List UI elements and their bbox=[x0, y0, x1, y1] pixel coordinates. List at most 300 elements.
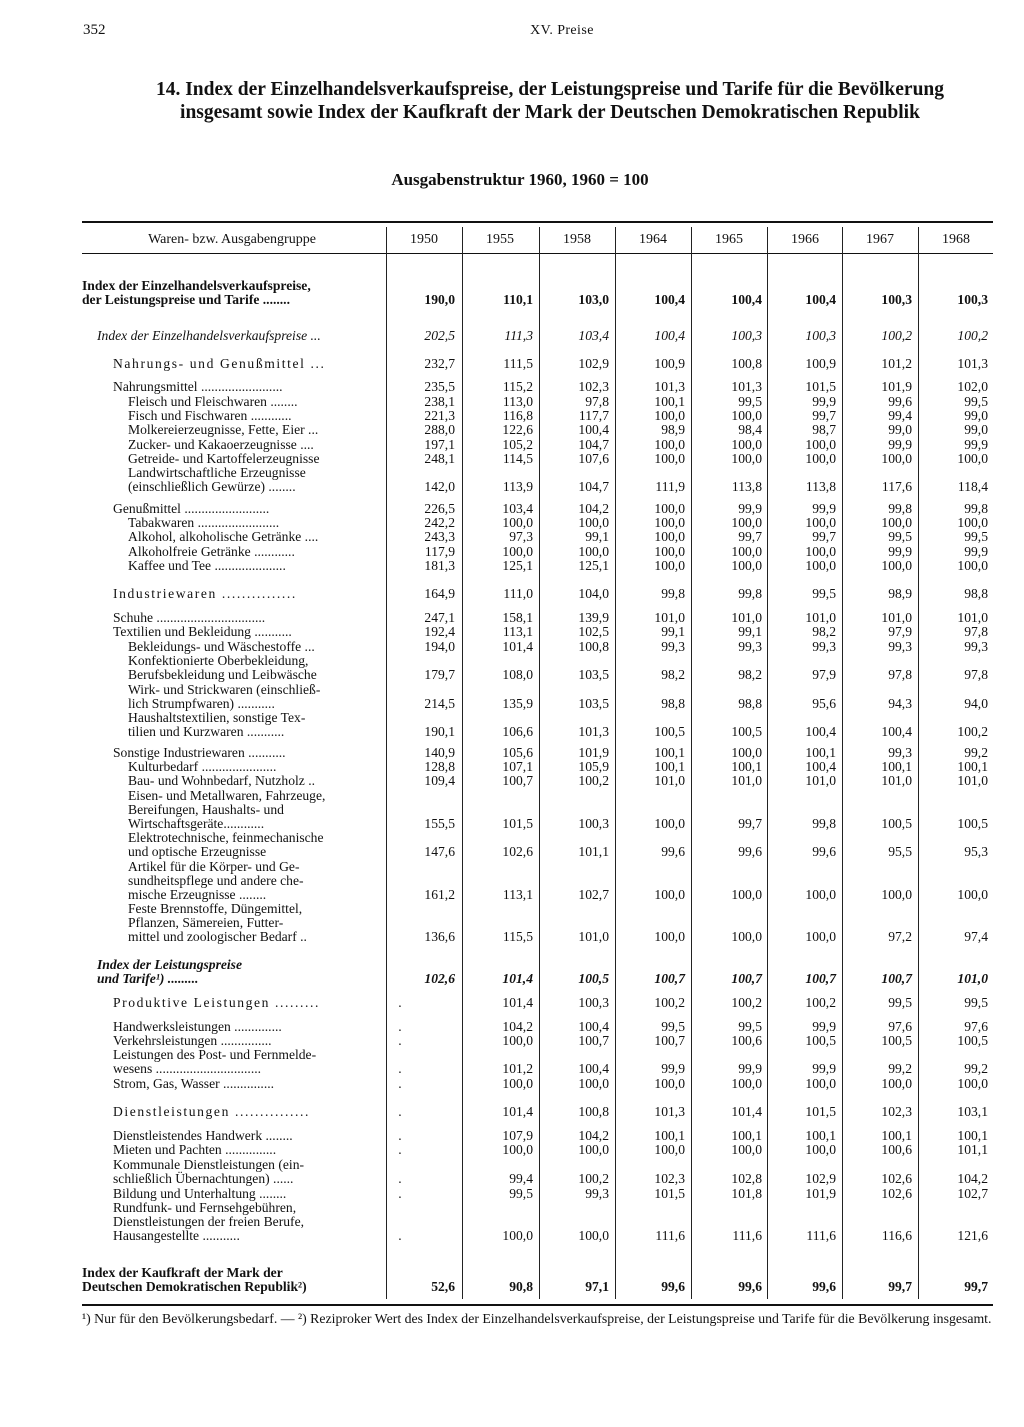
row-label-line: Verkehrsleistungen ............... bbox=[113, 1033, 272, 1048]
row-label bbox=[128, 438, 314, 452]
table-cell: 100,0 bbox=[654, 1076, 685, 1091]
row-label-line: Textilien und Bekleidung ........... bbox=[113, 624, 292, 639]
table-cell: 98,2 bbox=[738, 667, 762, 682]
header-label: Waren- bzw. Ausgabengruppe bbox=[148, 232, 316, 247]
table-cell: 100,0 bbox=[805, 437, 836, 452]
table-cell: 95,5 bbox=[888, 844, 912, 859]
table-cell: 100,3 bbox=[805, 328, 836, 343]
table-cell: 247,1 bbox=[424, 610, 455, 625]
table-cell: 94,3 bbox=[888, 696, 912, 711]
table-cell: 100,3 bbox=[578, 816, 609, 831]
table-cell: 194,0 bbox=[424, 639, 455, 654]
row-label-line: Kaffee und Tee ..................... bbox=[128, 558, 286, 573]
row-label-line: Nahrungs- und Genußmittel ... bbox=[113, 356, 326, 371]
table-cell: 103,5 bbox=[578, 696, 609, 711]
table-cell: 100,0 bbox=[731, 515, 762, 530]
table-cell: 161,2 bbox=[424, 887, 455, 902]
table-cell: 100,0 bbox=[654, 887, 685, 902]
row-label bbox=[128, 409, 292, 423]
table-cell: 101,0 bbox=[805, 610, 836, 625]
table-cell: 100,0 bbox=[805, 451, 836, 466]
table-cell: 100,4 bbox=[578, 1019, 609, 1034]
table-cell: 99,9 bbox=[812, 1061, 836, 1076]
table-cell: 100,0 bbox=[731, 887, 762, 902]
row-label bbox=[113, 357, 326, 371]
table-cell: 100,0 bbox=[881, 558, 912, 573]
table-cell: 104,2 bbox=[578, 501, 609, 516]
table-cell: 100,0 bbox=[578, 1228, 609, 1243]
table-cell: 101,0 bbox=[881, 610, 912, 625]
table-cell: 100,0 bbox=[502, 1076, 533, 1091]
table-cell: 101,0 bbox=[731, 773, 762, 788]
row-label-line: (einschließlich Gewürze) ........ bbox=[128, 479, 296, 494]
table-cell: 122,6 bbox=[502, 422, 533, 437]
table-cell: 99,5 bbox=[661, 1019, 685, 1034]
table-cell: 101,4 bbox=[502, 971, 533, 986]
row-label-line: Produktive Leistungen ......... bbox=[113, 995, 321, 1010]
row-label bbox=[128, 789, 325, 831]
table-cell: 101,9 bbox=[881, 379, 912, 394]
table-cell: 100,0 bbox=[731, 1142, 762, 1157]
row-label bbox=[82, 1266, 307, 1294]
table-cell: 100,1 bbox=[805, 1128, 836, 1143]
row-label-line: Wirtschaftsgeräte............ bbox=[128, 816, 265, 831]
table-cell: 100,2 bbox=[578, 773, 609, 788]
table-cell: 101,4 bbox=[731, 1104, 762, 1119]
table-cell: 99,3 bbox=[585, 1186, 609, 1201]
table-cell: 115,5 bbox=[502, 929, 533, 944]
table-cell: 97,8 bbox=[964, 624, 988, 639]
row-label-line: mittel und zoologischer Bedarf .. bbox=[128, 929, 307, 944]
table-cell: 107,6 bbox=[578, 451, 609, 466]
table-cell: 99,5 bbox=[888, 529, 912, 544]
table-cell: 100,0 bbox=[502, 1033, 533, 1048]
table-cell: 100,5 bbox=[731, 724, 762, 739]
table-cell: 113,1 bbox=[502, 624, 533, 639]
table-cell: 101,5 bbox=[502, 816, 533, 831]
table-cell: 100,4 bbox=[654, 292, 685, 307]
table-cell: 99,6 bbox=[812, 844, 836, 859]
row-label-line: wesens ............................... bbox=[113, 1061, 262, 1076]
table-cell: 104,7 bbox=[578, 479, 609, 494]
table-cell: 90,8 bbox=[509, 1279, 533, 1294]
page-number: 352 bbox=[83, 22, 106, 38]
table-cell: 102,6 bbox=[502, 844, 533, 859]
row-label bbox=[113, 996, 320, 1010]
table-cell: 102,9 bbox=[578, 356, 609, 371]
table-cell: 100,0 bbox=[578, 544, 609, 559]
table-cell: 101,0 bbox=[957, 971, 988, 986]
row-label bbox=[128, 530, 318, 544]
table-cell: 100,1 bbox=[731, 1128, 762, 1143]
table-cell: 99,3 bbox=[661, 639, 685, 654]
column-header-year: 1964 bbox=[639, 232, 667, 247]
row-label-line: Index der Kaufkraft der Mark der bbox=[82, 1265, 283, 1280]
row-label-line: Molkereierzeugnisse, Fette, Eier ... bbox=[128, 422, 319, 437]
table-cell: 111,5 bbox=[503, 356, 533, 371]
table-cell: 98,8 bbox=[738, 696, 762, 711]
row-label-line: Berufsbekleidung und Leibwäsche bbox=[128, 667, 317, 682]
row-label-line: der Leistungspreise und Tarife ........ bbox=[82, 292, 290, 307]
table-cell: 107,9 bbox=[502, 1128, 533, 1143]
table-cell: . bbox=[398, 1128, 402, 1143]
table-cell: 103,4 bbox=[502, 501, 533, 516]
table-cell: 100,5 bbox=[654, 724, 685, 739]
table-cell: 100,8 bbox=[578, 1104, 609, 1119]
row-label bbox=[113, 1143, 276, 1157]
row-label-line: Dienstleistungen der freien Berufe, bbox=[113, 1214, 304, 1229]
table-cell: 98,4 bbox=[738, 422, 762, 437]
table-cell: 110,1 bbox=[503, 292, 533, 307]
table-cell: 97,9 bbox=[812, 667, 836, 682]
table-cell: 190,1 bbox=[424, 724, 455, 739]
table-cell: 100,2 bbox=[957, 328, 988, 343]
table-cell: 121,6 bbox=[957, 1228, 988, 1243]
table-cell: 100,5 bbox=[805, 1033, 836, 1048]
column-header-year: 1965 bbox=[715, 232, 743, 247]
row-label-line: Schuhe ................................ bbox=[113, 610, 266, 625]
table-cell: 100,0 bbox=[654, 437, 685, 452]
row-label bbox=[128, 683, 320, 711]
table-cell: 100,5 bbox=[881, 1033, 912, 1048]
footnote: ¹) Nur für den Bevölkerungsbedarf. — ²) Reziproker Wert des Index der Einzelhandelsverkaufspreise, der Leistungspreise und Tarife für die Bevölkerung insgesamt. bbox=[82, 1311, 992, 1326]
table-cell: 97,8 bbox=[964, 667, 988, 682]
table-cell: 100,2 bbox=[654, 995, 685, 1010]
table-cell: 99,5 bbox=[964, 394, 988, 409]
row-label-line: mische Erzeugnisse ........ bbox=[128, 887, 267, 902]
table-cell: 181,3 bbox=[424, 558, 455, 573]
table-cell: 101,0 bbox=[805, 773, 836, 788]
table-cell: 102,3 bbox=[881, 1104, 912, 1119]
table-cell: 98,2 bbox=[812, 624, 836, 639]
row-label-line: Bau- und Wohnbedarf, Nutzholz .. bbox=[128, 773, 316, 788]
table-cell: . bbox=[398, 1142, 402, 1157]
table-cell: 98,8 bbox=[661, 696, 685, 711]
table-cell: 100,0 bbox=[805, 1142, 836, 1157]
row-label-line: Kommunale Dienstleistungen (ein- bbox=[113, 1157, 305, 1172]
table-cell: 99,4 bbox=[509, 1171, 533, 1186]
table-cell: 100,0 bbox=[578, 1076, 609, 1091]
table-cell: 100,4 bbox=[578, 1061, 609, 1076]
row-label-line: Strom, Gas, Wasser ............... bbox=[113, 1076, 275, 1091]
table-cell: 52,6 bbox=[431, 1279, 455, 1294]
table-cell: 106,6 bbox=[502, 724, 533, 739]
row-label-line: und Tarife¹) ......... bbox=[97, 971, 199, 986]
table-cell: 101,3 bbox=[654, 1104, 685, 1119]
table-cell: 105,6 bbox=[502, 745, 533, 760]
table-cell: 100,0 bbox=[957, 1076, 988, 1091]
table-cell: 100,1 bbox=[654, 745, 685, 760]
table-title: 14. Index der Einzelhandelsverkaufspreise, der Leistungspreise und Tarife für die Bevölkerung insgesamt sowie Index der Kaufkraft der Mark der Deutschen Demokratischen Republik bbox=[155, 79, 945, 123]
header-rule bbox=[82, 253, 993, 254]
row-label-line: Bereifungen, Haushalts- und bbox=[128, 802, 284, 817]
table-cell: 99,6 bbox=[812, 1279, 836, 1294]
table-cell: 135,9 bbox=[502, 696, 533, 711]
row-label-line: Leistungen des Post- und Fernmelde- bbox=[113, 1047, 317, 1062]
row-label-line: Eisen- und Metallwaren, Fahrzeuge, bbox=[128, 788, 326, 803]
table-cell: 232,7 bbox=[424, 356, 455, 371]
table-cell: . bbox=[398, 1104, 402, 1119]
table-cell: 98,8 bbox=[964, 586, 988, 601]
table-cell: 100,0 bbox=[654, 558, 685, 573]
row-label-line: und optische Erzeugnisse bbox=[128, 844, 267, 859]
table-cell: 100,0 bbox=[731, 1076, 762, 1091]
table-cell: 118,4 bbox=[957, 479, 988, 494]
table-cell: 98,2 bbox=[661, 667, 685, 682]
table-cell: 142,0 bbox=[424, 479, 455, 494]
row-label bbox=[128, 545, 295, 559]
table-cell: 100,0 bbox=[881, 1076, 912, 1091]
row-label bbox=[128, 760, 276, 774]
table-cell: 99,8 bbox=[661, 586, 685, 601]
row-label-line: Getreide- und Kartoffelerzeugnisse bbox=[128, 451, 320, 466]
row-label bbox=[128, 466, 306, 494]
table-cell: 100,0 bbox=[805, 544, 836, 559]
table-cell: 99,1 bbox=[738, 624, 762, 639]
table-cell: 104,2 bbox=[578, 1128, 609, 1143]
table-cell: 202,5 bbox=[424, 328, 455, 343]
table-cell: . bbox=[398, 1033, 402, 1048]
row-label-line: Wirk- und Strickwaren (einschließ- bbox=[128, 682, 321, 697]
table-cell: 99,7 bbox=[964, 1279, 988, 1294]
row-label-line: Tabakwaren ........................ bbox=[128, 515, 280, 530]
table-cell: 117,7 bbox=[578, 408, 609, 423]
table-cell: 101,4 bbox=[502, 1104, 533, 1119]
table-cell: 100,0 bbox=[502, 1228, 533, 1243]
row-label bbox=[128, 860, 304, 902]
table-cell: 104,0 bbox=[578, 586, 609, 601]
table-cell: 136,6 bbox=[424, 929, 455, 944]
table-cell: 101,5 bbox=[805, 379, 836, 394]
row-label bbox=[113, 1020, 282, 1034]
table-cell: 97,6 bbox=[888, 1019, 912, 1034]
table-cell: 99,6 bbox=[661, 844, 685, 859]
table-cell: 111,3 bbox=[504, 328, 533, 343]
table-cell: 242,2 bbox=[424, 515, 455, 530]
table-cell: 116,8 bbox=[502, 408, 533, 423]
table-cell: 101,2 bbox=[881, 356, 912, 371]
row-label bbox=[128, 559, 286, 573]
table-cell: 111,6 bbox=[806, 1228, 836, 1243]
row-label-line: Pflanzen, Sämereien, Futter- bbox=[128, 915, 284, 930]
table-cell: 95,6 bbox=[812, 696, 836, 711]
table-cell: 103,0 bbox=[578, 292, 609, 307]
table-cell: 94,0 bbox=[964, 696, 988, 711]
table-cell: 99,9 bbox=[661, 1061, 685, 1076]
table-cell: 100,4 bbox=[805, 759, 836, 774]
table-cell: 100,7 bbox=[502, 773, 533, 788]
table-cell: 100,1 bbox=[957, 759, 988, 774]
table-cell: 139,9 bbox=[578, 610, 609, 625]
table-cell: 105,9 bbox=[578, 759, 609, 774]
row-label-line: Sonstige Industriewaren ........... bbox=[113, 745, 286, 760]
table-cell: 100,2 bbox=[805, 995, 836, 1010]
table-cell: 100,0 bbox=[578, 515, 609, 530]
column-header-year: 1966 bbox=[791, 232, 819, 247]
running-head: XV. Preise bbox=[530, 23, 594, 38]
table-cell: 99,5 bbox=[738, 394, 762, 409]
table-cell: 99,5 bbox=[738, 1019, 762, 1034]
table-cell: 100,2 bbox=[881, 328, 912, 343]
row-label bbox=[113, 1129, 293, 1143]
table-cell: 100,5 bbox=[957, 1033, 988, 1048]
table-cell: 100,0 bbox=[654, 929, 685, 944]
table-cell: 99,2 bbox=[888, 1061, 912, 1076]
table-cell: 99,6 bbox=[738, 1279, 762, 1294]
table-cell: 128,8 bbox=[424, 759, 455, 774]
table-cell: 100,4 bbox=[805, 292, 836, 307]
row-label bbox=[128, 774, 315, 788]
table-cell: 100,8 bbox=[578, 639, 609, 654]
table-cell: 101,9 bbox=[805, 1186, 836, 1201]
table-cell: 99,9 bbox=[738, 501, 762, 516]
table-cell: 179,7 bbox=[424, 667, 455, 682]
table-cell: . bbox=[398, 995, 402, 1010]
table-cell: 99,5 bbox=[509, 1186, 533, 1201]
table-cell: 100,0 bbox=[731, 558, 762, 573]
table-cell: 103,4 bbox=[578, 328, 609, 343]
table-cell: 102,9 bbox=[805, 1171, 836, 1186]
table-cell: . bbox=[398, 1061, 402, 1076]
table-cell: 111,6 bbox=[655, 1228, 685, 1243]
table-cell: 100,0 bbox=[805, 515, 836, 530]
row-label-line: Haushaltstextilien, sonstige Tex- bbox=[128, 710, 306, 725]
table-cell: 99,6 bbox=[661, 1279, 685, 1294]
table-cell: 99,9 bbox=[964, 544, 988, 559]
table-cell: 214,5 bbox=[424, 696, 455, 711]
table-cell: 100,0 bbox=[502, 515, 533, 530]
table-cell: 100,3 bbox=[578, 995, 609, 1010]
table-cell: 100,4 bbox=[731, 292, 762, 307]
row-label bbox=[128, 640, 315, 654]
table-cell: 100,0 bbox=[654, 544, 685, 559]
table-cell: 100,7 bbox=[654, 1033, 685, 1048]
table-cell: 99,3 bbox=[738, 639, 762, 654]
table-cell: 100,0 bbox=[731, 929, 762, 944]
row-label-line: Rundfunk- und Fernsehgebühren, bbox=[113, 1200, 297, 1215]
table-cell: 113,1 bbox=[502, 887, 533, 902]
row-label-line: Deutschen Demokratischen Republik²) bbox=[82, 1279, 307, 1294]
row-label-line: sundheitspflege und andere che- bbox=[128, 873, 304, 888]
table-cell: 100,1 bbox=[654, 1128, 685, 1143]
row-label-line: lich Strumpfwaren) ........... bbox=[128, 696, 275, 711]
row-label-line: Index der Leistungspreise bbox=[97, 957, 243, 972]
table-cell: 100,1 bbox=[654, 759, 685, 774]
row-label-line: Artikel für die Körper- und Ge- bbox=[128, 859, 300, 874]
row-label bbox=[113, 1048, 316, 1076]
table-cell: 111,6 bbox=[732, 1228, 762, 1243]
table-cell: 164,9 bbox=[424, 586, 455, 601]
row-label bbox=[128, 711, 305, 739]
row-label bbox=[128, 516, 279, 530]
table-cell: 98,9 bbox=[888, 586, 912, 601]
table-cell: 100,0 bbox=[654, 515, 685, 530]
table-cell: 99,8 bbox=[812, 816, 836, 831]
table-cell: 101,0 bbox=[957, 773, 988, 788]
table-cell: 100,0 bbox=[731, 408, 762, 423]
table-cell: 101,0 bbox=[957, 610, 988, 625]
table-cell: 99,7 bbox=[812, 529, 836, 544]
table-cell: 97,6 bbox=[964, 1019, 988, 1034]
row-label-line: Dienstleistendes Handwerk ........ bbox=[113, 1128, 293, 1143]
row-label-line: Konfektionierte Oberbekleidung, bbox=[128, 653, 309, 668]
table-cell: 97,2 bbox=[888, 929, 912, 944]
table-cell: 102,7 bbox=[578, 887, 609, 902]
table-cell: 100,7 bbox=[881, 971, 912, 986]
row-label-line: Bildung und Unterhaltung ........ bbox=[113, 1186, 287, 1201]
table-cell: 103,1 bbox=[957, 1104, 988, 1119]
table-cell: 190,0 bbox=[424, 292, 455, 307]
row-label bbox=[113, 587, 297, 601]
table-cell: 101,0 bbox=[731, 610, 762, 625]
table-cell: 111,9 bbox=[655, 479, 685, 494]
table-cell: 100,5 bbox=[578, 971, 609, 986]
row-label-line: Nahrungsmittel ........................ bbox=[113, 379, 283, 394]
table-cell: 100,6 bbox=[731, 1033, 762, 1048]
table-cell: 147,6 bbox=[424, 844, 455, 859]
table-cell: 248,1 bbox=[424, 451, 455, 466]
table-cell: 98,7 bbox=[812, 422, 836, 437]
table-cell: 155,5 bbox=[424, 816, 455, 831]
table-cell: 99,2 bbox=[964, 1061, 988, 1076]
table-cell: 107,1 bbox=[502, 759, 533, 774]
row-label-line: Index der Einzelhandelsverkaufspreise, bbox=[82, 278, 311, 293]
row-label-line: Alkoholfreie Getränke ............ bbox=[128, 544, 295, 559]
table-cell: 97,1 bbox=[585, 1279, 609, 1294]
table-cell: 102,6 bbox=[881, 1186, 912, 1201]
table-cell: 109,4 bbox=[424, 773, 455, 788]
table-cell: 100,1 bbox=[881, 1128, 912, 1143]
table-cell: 111,0 bbox=[503, 586, 533, 601]
table-cell: 101,1 bbox=[578, 844, 609, 859]
table-cell: 99,3 bbox=[964, 639, 988, 654]
row-label-line: Dienstleistungen ............... bbox=[113, 1104, 310, 1119]
row-label bbox=[97, 329, 321, 343]
table-cell: 101,0 bbox=[578, 929, 609, 944]
table-cell: 100,0 bbox=[502, 544, 533, 559]
table-cell: 100,1 bbox=[654, 394, 685, 409]
table-cell: 100,0 bbox=[731, 544, 762, 559]
table-cell: 100,5 bbox=[881, 816, 912, 831]
table-cell: 100,0 bbox=[654, 529, 685, 544]
table-cell: 100,2 bbox=[957, 724, 988, 739]
table-cell: 100,8 bbox=[731, 356, 762, 371]
table-cell: . bbox=[398, 1019, 402, 1034]
table-cell: 99,8 bbox=[738, 586, 762, 601]
table-cell: 99,9 bbox=[738, 1061, 762, 1076]
table-cell: 99,9 bbox=[888, 437, 912, 452]
table-cell: 103,5 bbox=[578, 667, 609, 682]
table-cell: 99,8 bbox=[888, 501, 912, 516]
table-cell: 100,1 bbox=[881, 759, 912, 774]
table-cell: 100,0 bbox=[654, 1142, 685, 1157]
row-label bbox=[82, 279, 311, 307]
table-cell: 99,7 bbox=[888, 1279, 912, 1294]
row-label bbox=[128, 423, 318, 437]
table-cell: 117,6 bbox=[881, 479, 912, 494]
table-cell: 102,8 bbox=[731, 1171, 762, 1186]
table-cell: 100,0 bbox=[957, 558, 988, 573]
table-cell: 100,1 bbox=[957, 1128, 988, 1143]
table-cell: 99,9 bbox=[812, 394, 836, 409]
table-cell: 100,4 bbox=[654, 328, 685, 343]
table-cell: 125,1 bbox=[502, 558, 533, 573]
table-cell: 99,0 bbox=[964, 408, 988, 423]
table-cell: 100,0 bbox=[805, 558, 836, 573]
row-label bbox=[128, 902, 307, 944]
table-cell: 101,5 bbox=[654, 1186, 685, 1201]
table-cell: 101,9 bbox=[578, 745, 609, 760]
